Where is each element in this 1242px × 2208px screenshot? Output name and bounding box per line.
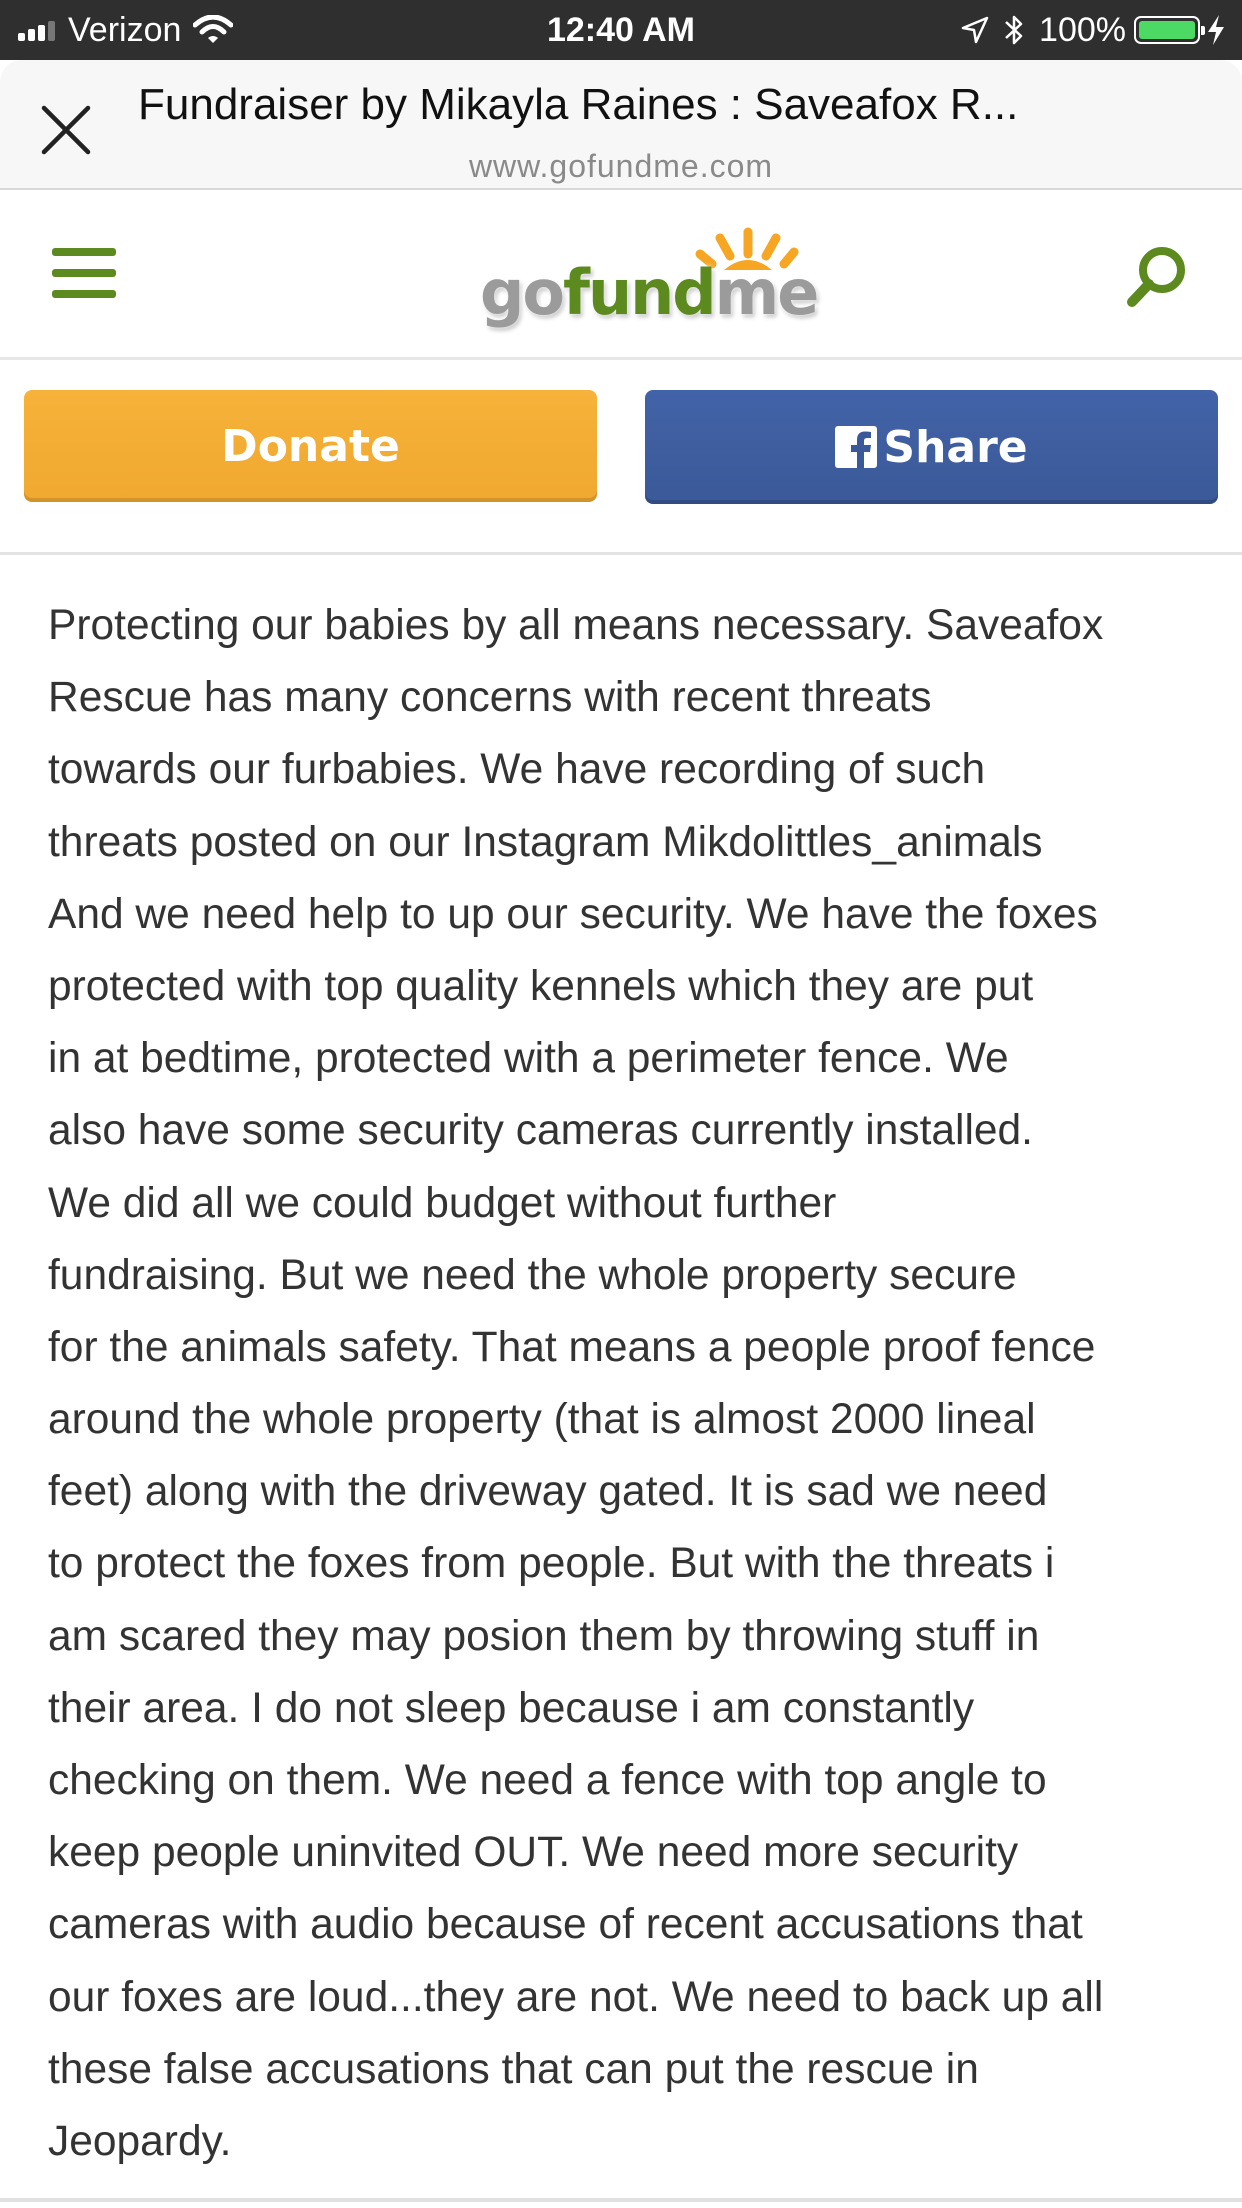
- story-line: to protect the foxes from people. But with the threats i: [48, 1540, 1055, 1588]
- status-right: [961, 10, 1226, 50]
- share-label: Share: [883, 421, 1028, 473]
- story-line: threats posted on our Instagram Mikdolittles_animals: [48, 818, 1043, 866]
- story-line: these false accusations that can put the rescue in: [48, 2045, 979, 2093]
- story-line: fundraising. But we need the whole property secure: [48, 1251, 1017, 1299]
- story-line: around the whole property (that is almost 2000 lineal: [48, 1396, 1036, 1444]
- location-icon: [961, 16, 989, 44]
- story-text: [48, 590, 1198, 2178]
- battery-icon: [1134, 16, 1200, 44]
- story-line: Jeopardy.: [48, 2117, 232, 2165]
- story-line: am scared they may posion them by throwing stuff in: [48, 1612, 1040, 1660]
- facebook-icon: [835, 426, 877, 468]
- hamburger-menu-icon[interactable]: [52, 248, 118, 302]
- story-line: also have some security cameras currently installed.: [48, 1107, 1033, 1155]
- page-title: Fundraiser by Mikayla Raines : Saveafox R...: [138, 80, 1019, 129]
- bluetooth-icon: [1001, 13, 1027, 47]
- carrier-name: Verizon: [68, 10, 182, 49]
- site-nav: [0, 190, 1242, 360]
- browser-header: [0, 60, 1242, 190]
- bottom-divider: [0, 2198, 1242, 2202]
- donate-label: Donate: [221, 420, 400, 472]
- story-line: feet) along with the driveway gated. It is sad we need: [48, 1468, 1048, 1516]
- donate-button[interactable]: [24, 390, 597, 502]
- story-line: checking on them. We need a fence with top angle to: [48, 1757, 1047, 1804]
- status-bar: [0, 0, 1242, 60]
- story-line: protected with top quality kennels which they are put: [48, 962, 1034, 1010]
- story-line: And we need help to up our security. We have the foxes: [48, 890, 1098, 938]
- story-line: keep people uninvited OUT. We need more security: [48, 1829, 1019, 1877]
- action-bar: [0, 360, 1242, 555]
- logo-text: gofundme: [480, 256, 818, 329]
- story-line: towards our furbabies. We have recording of such: [48, 746, 986, 794]
- charging-icon: [1206, 14, 1226, 46]
- story-line: for the animals safety. That means a people proof fence: [48, 1323, 1096, 1371]
- story-line: our foxes are loud...they are not. We need to back up all: [48, 1973, 1104, 2021]
- story-line: We did all we could budget without further: [48, 1179, 837, 1227]
- story-line: cameras with audio because of recent accusations that: [48, 1901, 1083, 1949]
- story-line: Protecting our babies by all means necessary. Saveafox: [48, 602, 1104, 649]
- battery-percent: 100%: [1039, 10, 1126, 49]
- page-url[interactable]: www.gofundme.com: [468, 148, 774, 184]
- status-time: 12:40 AM: [546, 11, 696, 49]
- story-line: their area. I do not sleep because i am constantly: [48, 1684, 975, 1732]
- battery-fill: [1139, 21, 1195, 39]
- share-button[interactable]: [645, 390, 1218, 504]
- story-line: Rescue has many concerns with recent threats: [48, 674, 932, 722]
- story-line: in at bedtime, protected with a perimeter fence. We: [48, 1035, 1009, 1083]
- search-icon[interactable]: [1122, 242, 1192, 312]
- gofundme-logo[interactable]: [480, 220, 818, 340]
